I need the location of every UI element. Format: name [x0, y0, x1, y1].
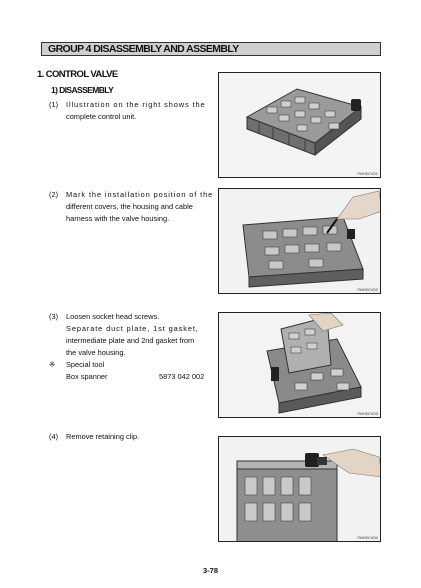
- step-text-line: complete control unit.: [66, 112, 137, 121]
- step-3: [49, 311, 211, 383]
- step-text-line: different covers, the housing and cable: [66, 202, 193, 211]
- step-text-line: Remove retaining clip.: [66, 432, 140, 441]
- tool-spec-row: [49, 371, 211, 383]
- page-number: 3-78: [202, 566, 218, 575]
- figure-caption: 7WH2CV01: [356, 171, 378, 176]
- step-number: (1): [49, 100, 59, 109]
- step-text-line: Mark the installation position of the: [66, 190, 214, 199]
- step-text-line: intermediate plate and 2nd gasket from: [66, 336, 195, 345]
- figure-caption: 7WH2CV04: [356, 535, 378, 540]
- step-number: (4): [49, 432, 59, 441]
- step-text-line: Separate duct plate, 1st gasket,: [66, 324, 199, 333]
- photo-retaining-clip: [218, 436, 381, 542]
- tool-part-number: 5873 042 002: [159, 372, 205, 381]
- step-text-line: Illustration on the right shows the: [66, 100, 206, 109]
- photo-control-unit: [218, 72, 381, 178]
- step-number: (3): [49, 312, 59, 321]
- photo-marking-positions: [218, 188, 381, 294]
- step-2: [49, 189, 214, 225]
- section-subtitle: 1) DISASSEMBLY: [51, 85, 114, 95]
- step-number: (2): [49, 190, 59, 199]
- step-1: [49, 99, 211, 123]
- special-tool-row: [49, 359, 211, 371]
- group-title: GROUP 4 DISASSEMBLY AND ASSEMBLY: [48, 43, 239, 55]
- step-text-line: the valve housing.: [66, 348, 126, 357]
- tool-name: Box spanner: [66, 372, 108, 381]
- step-text-line: harness with the valve housing.: [66, 214, 170, 223]
- note-mark: ※: [49, 360, 56, 369]
- figure-caption: 7WH2CV02: [356, 287, 378, 292]
- group-header-bar: [41, 42, 381, 56]
- photo-separate-plates: [218, 312, 381, 418]
- figure-caption: 7WH2CV03: [356, 411, 378, 416]
- section-title: 1. CONTROL VALVE: [37, 69, 118, 80]
- step-text-line: Loosen socket head screws.: [66, 312, 160, 321]
- special-tool-label: Special tool: [66, 360, 105, 369]
- step-4: [49, 431, 211, 443]
